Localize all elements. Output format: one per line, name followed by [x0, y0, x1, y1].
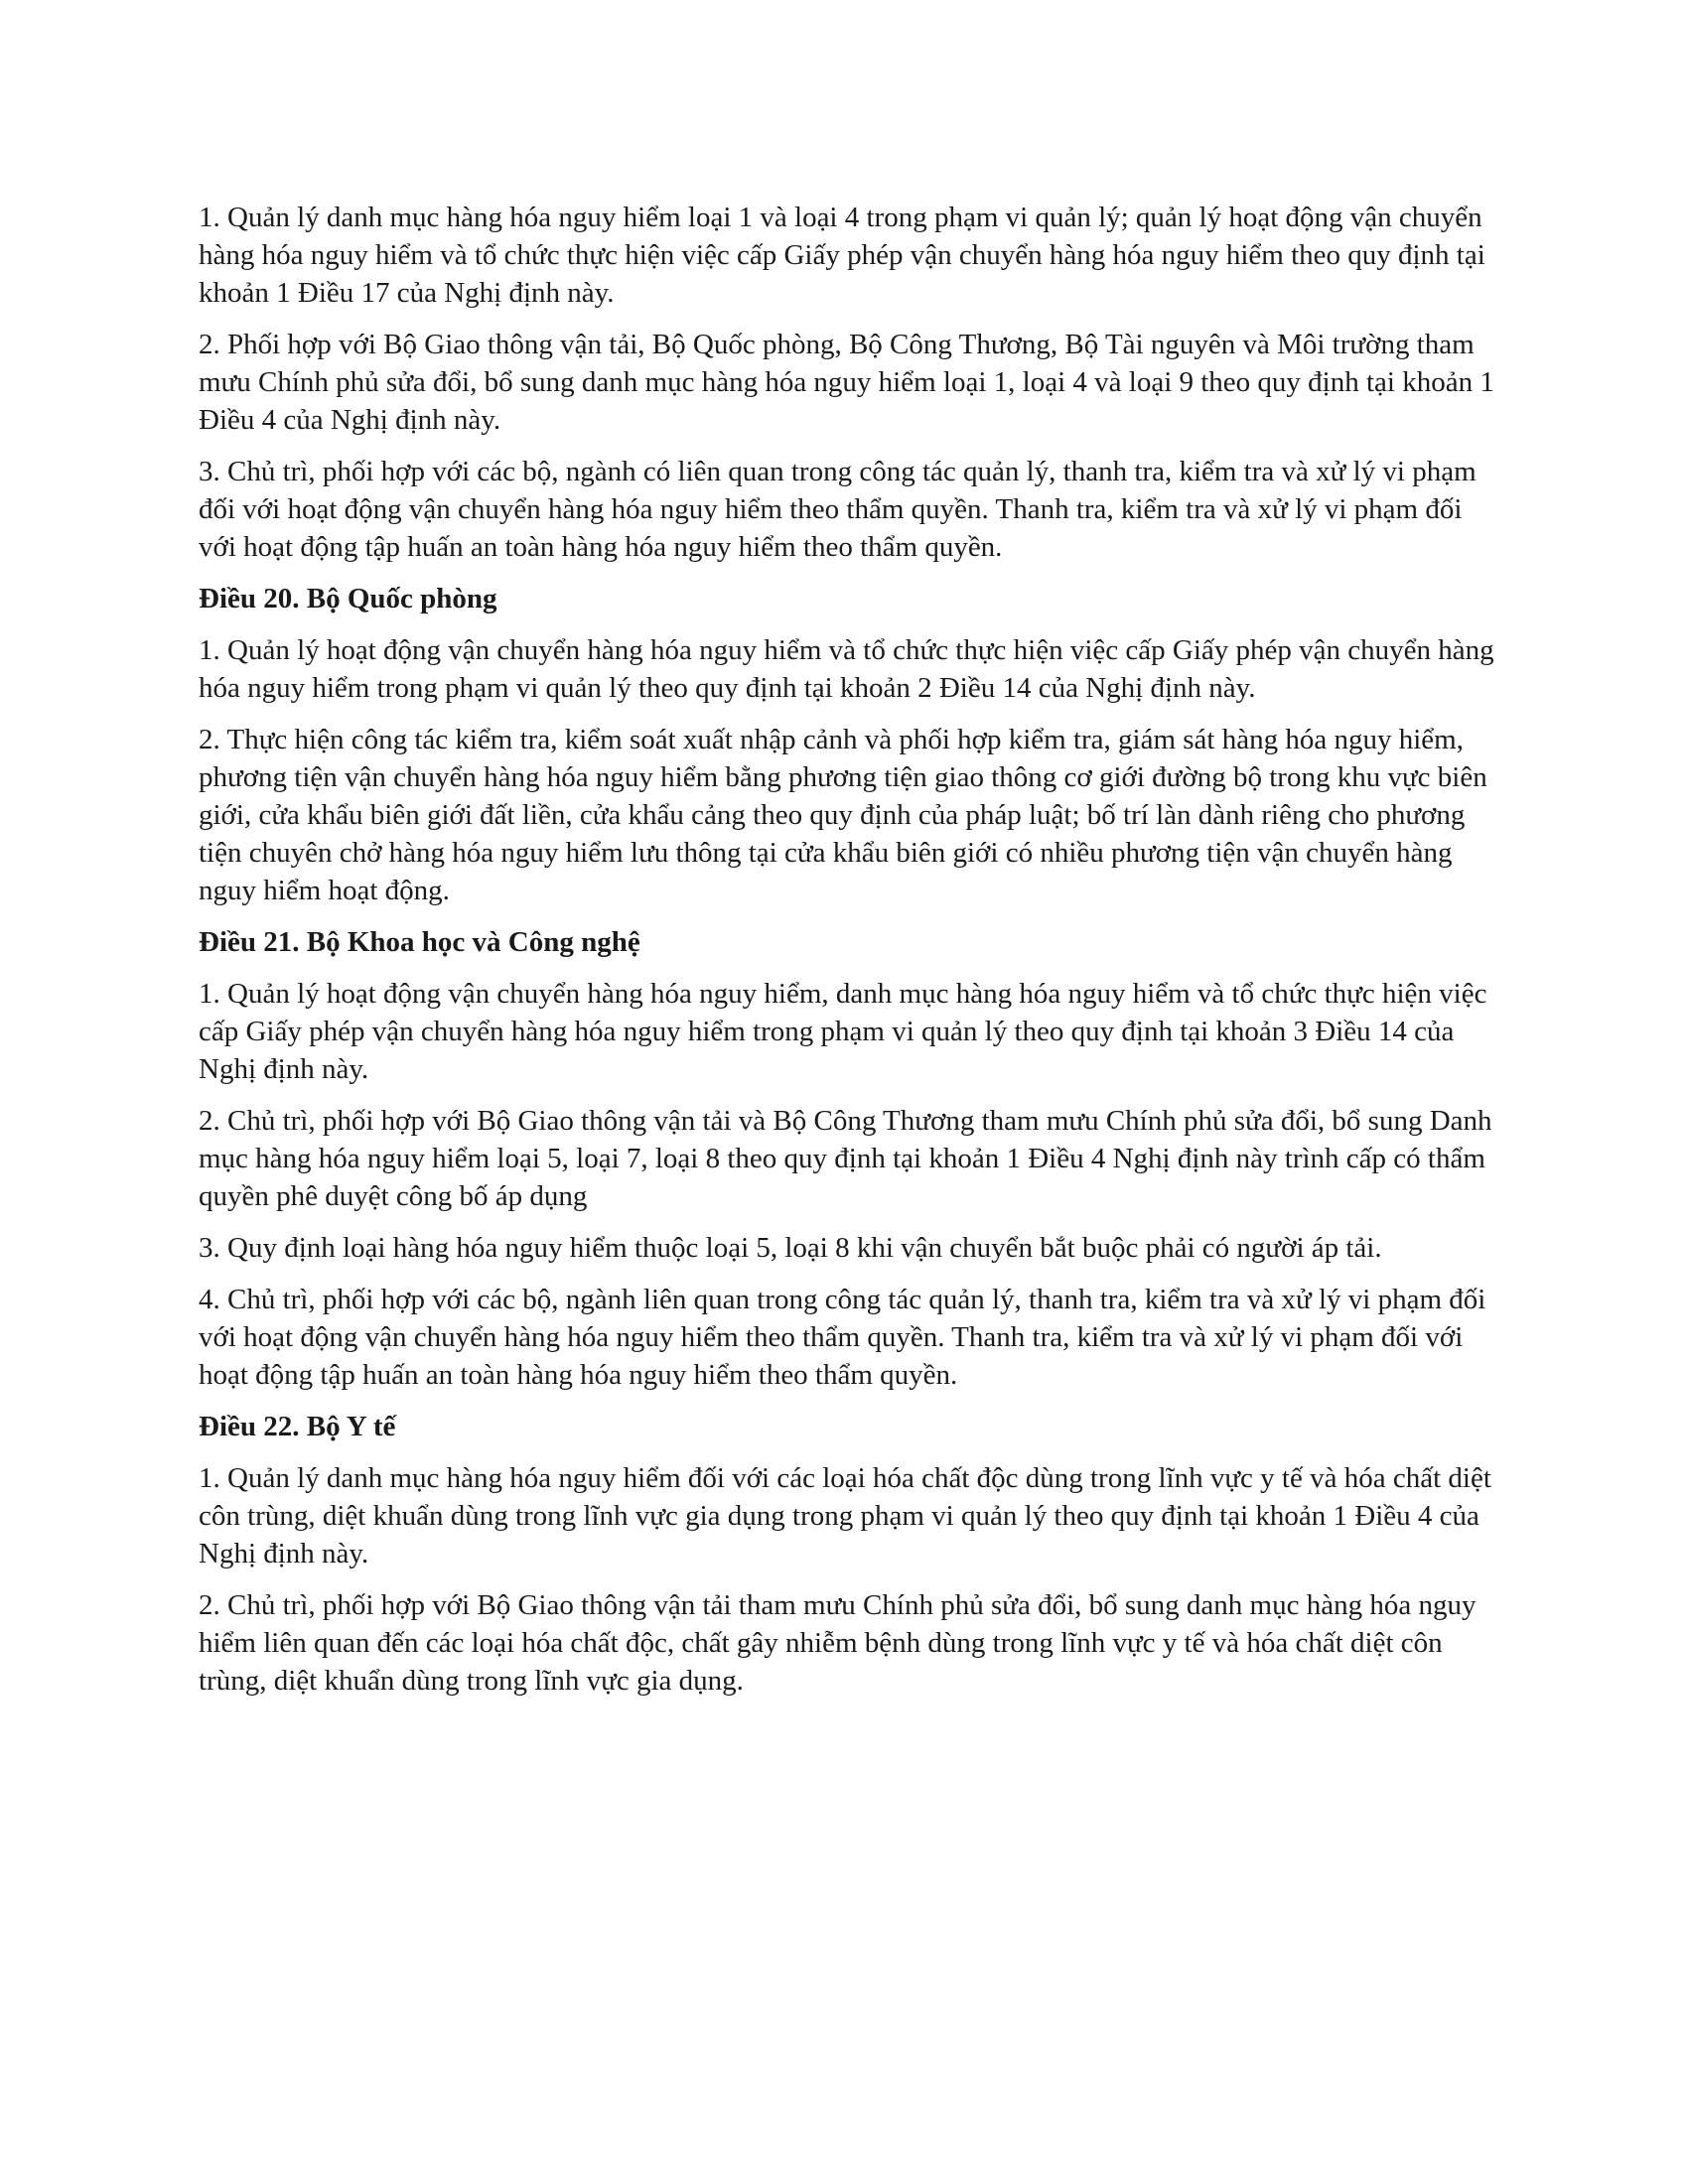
paragraph-dieu22-clause1: 1. Quản lý danh mục hàng hóa nguy hiểm đối với các loại hóa chất độc dùng trong lĩnh vực y tế và hóa chất diệt côn trùng, diệt khuẩn dùng trong lĩnh vực gia dụng trong phạm vi quản lý theo quy định tại khoản 1 Điều 4 của Nghị định này.	[199, 1462, 1491, 1570]
paragraph-dieu19-clause3: 3. Chủ trì, phối hợp với các bộ, ngành có liên quan trong công tác quản lý, thanh tra, kiểm tra và xử lý vi phạm đối với hoạt động vận chuyển hàng hóa nguy hiểm theo thẩm quyền. Thanh tra, kiểm tra và xử lý vi phạm đối với hoạt động tập huấn an toàn hàng hóa nguy hiểm theo thẩm quyền.	[199, 456, 1477, 563]
paragraph-dieu21-clause4: 4. Chủ trì, phối hợp với các bộ, ngành liên quan trong công tác quản lý, thanh tra, kiểm tra và xử lý vi phạm đối với hoạt động vận chuyển hàng hóa nguy hiểm theo thẩm quyền. Thanh tra, kiểm tra và xử lý vi phạm đối với hoạt động tập huấn an toàn hàng hóa nguy hiểm theo thẩm quyền.	[199, 1284, 1486, 1391]
paragraph-dieu19-clause1: 1. Quản lý danh mục hàng hóa nguy hiểm loại 1 và loại 4 trong phạm vi quản lý; quản lý hoạt động vận chuyển hàng hóa nguy hiểm và tổ chức thực hiện việc cấp Giấy phép vận chuyển hàng hóa nguy hiểm theo quy định tại khoản 1 Điều 17 của Nghị định này.	[199, 202, 1485, 309]
paragraph-dieu21-clause3: 3. Quy định loại hàng hóa nguy hiểm thuộc loại 5, loại 8 khi vận chuyển bắt buộc phải có người áp tải.	[199, 1232, 1382, 1264]
paragraph-dieu22-clause2: 2. Chủ trì, phối hợp với Bộ Giao thông vận tải tham mưu Chính phủ sửa đổi, bổ sung danh mục hàng hóa nguy hiểm liên quan đến các loại hóa chất độc, chất gây nhiễm bệnh dùng trong lĩnh vực y tế và hóa chất diệt côn trùng, diệt khuẩn dùng trong lĩnh vực gia dụng.	[199, 1589, 1477, 1697]
paragraph-dieu21-clause1: 1. Quản lý hoạt động vận chuyển hàng hóa nguy hiểm, danh mục hàng hóa nguy hiểm và tổ chức thực hiện việc cấp Giấy phép vận chuyển hàng hóa nguy hiểm trong phạm vi quản lý theo quy định tại khoản 3 Điều 14 của Nghị định này.	[199, 978, 1487, 1085]
paragraph-dieu19-clause2: 2. Phối hợp với Bộ Giao thông vận tải, Bộ Quốc phòng, Bộ Công Thương, Bộ Tài nguyên và Môi trường tham mưu Chính phủ sửa đổi, bổ sung danh mục hàng hóa nguy hiểm loại 1, loại 4 và loại 9 theo quy định tại khoản 1 Điều 4 của Nghị định này.	[199, 329, 1494, 436]
paragraph-dieu21-clause2: 2. Chủ trì, phối hợp với Bộ Giao thông vận tải và Bộ Công Thương tham mưu Chính phủ sửa đổi, bổ sung Danh mục hàng hóa nguy hiểm loại 5, loại 7, loại 8 theo quy định tại khoản 1 Điều 4 Nghị định này trình cấp có thẩm quyền phê duyệt công bố áp dụng	[199, 1105, 1492, 1212]
document-page	[199, 199, 1499, 1713]
heading-dieu22: Điều 22. Bộ Y tế	[199, 1411, 396, 1442]
paragraph-dieu20-clause1: 1. Quản lý hoạt động vận chuyển hàng hóa nguy hiểm và tổ chức thực hiện việc cấp Giấy phép vận chuyển hàng hóa nguy hiểm trong phạm vi quản lý theo quy định tại khoản 2 Điều 14 của Nghị định này.	[199, 634, 1494, 704]
paragraph-dieu20-clause2: 2. Thực hiện công tác kiểm tra, kiểm soát xuất nhập cảnh và phối hợp kiểm tra, giám sát hàng hóa nguy hiểm, phương tiện vận chuyển hàng hóa nguy hiểm bằng phương tiện giao thông cơ giới đường bộ trong khu vực biên giới, cửa khẩu biên giới đất liền, cửa khẩu cảng theo quy định của pháp luật; bố trí làn dành riêng cho phương tiện chuyên chở hàng hóa nguy hiểm lưu thông tại cửa khẩu biên giới có nhiều phương tiện vận chuyển hàng nguy hiểm hoạt động.	[199, 724, 1487, 906]
heading-dieu20: Điều 20. Bộ Quốc phòng	[199, 583, 497, 614]
heading-dieu21: Điều 21. Bộ Khoa học và Công nghệ	[199, 926, 640, 958]
